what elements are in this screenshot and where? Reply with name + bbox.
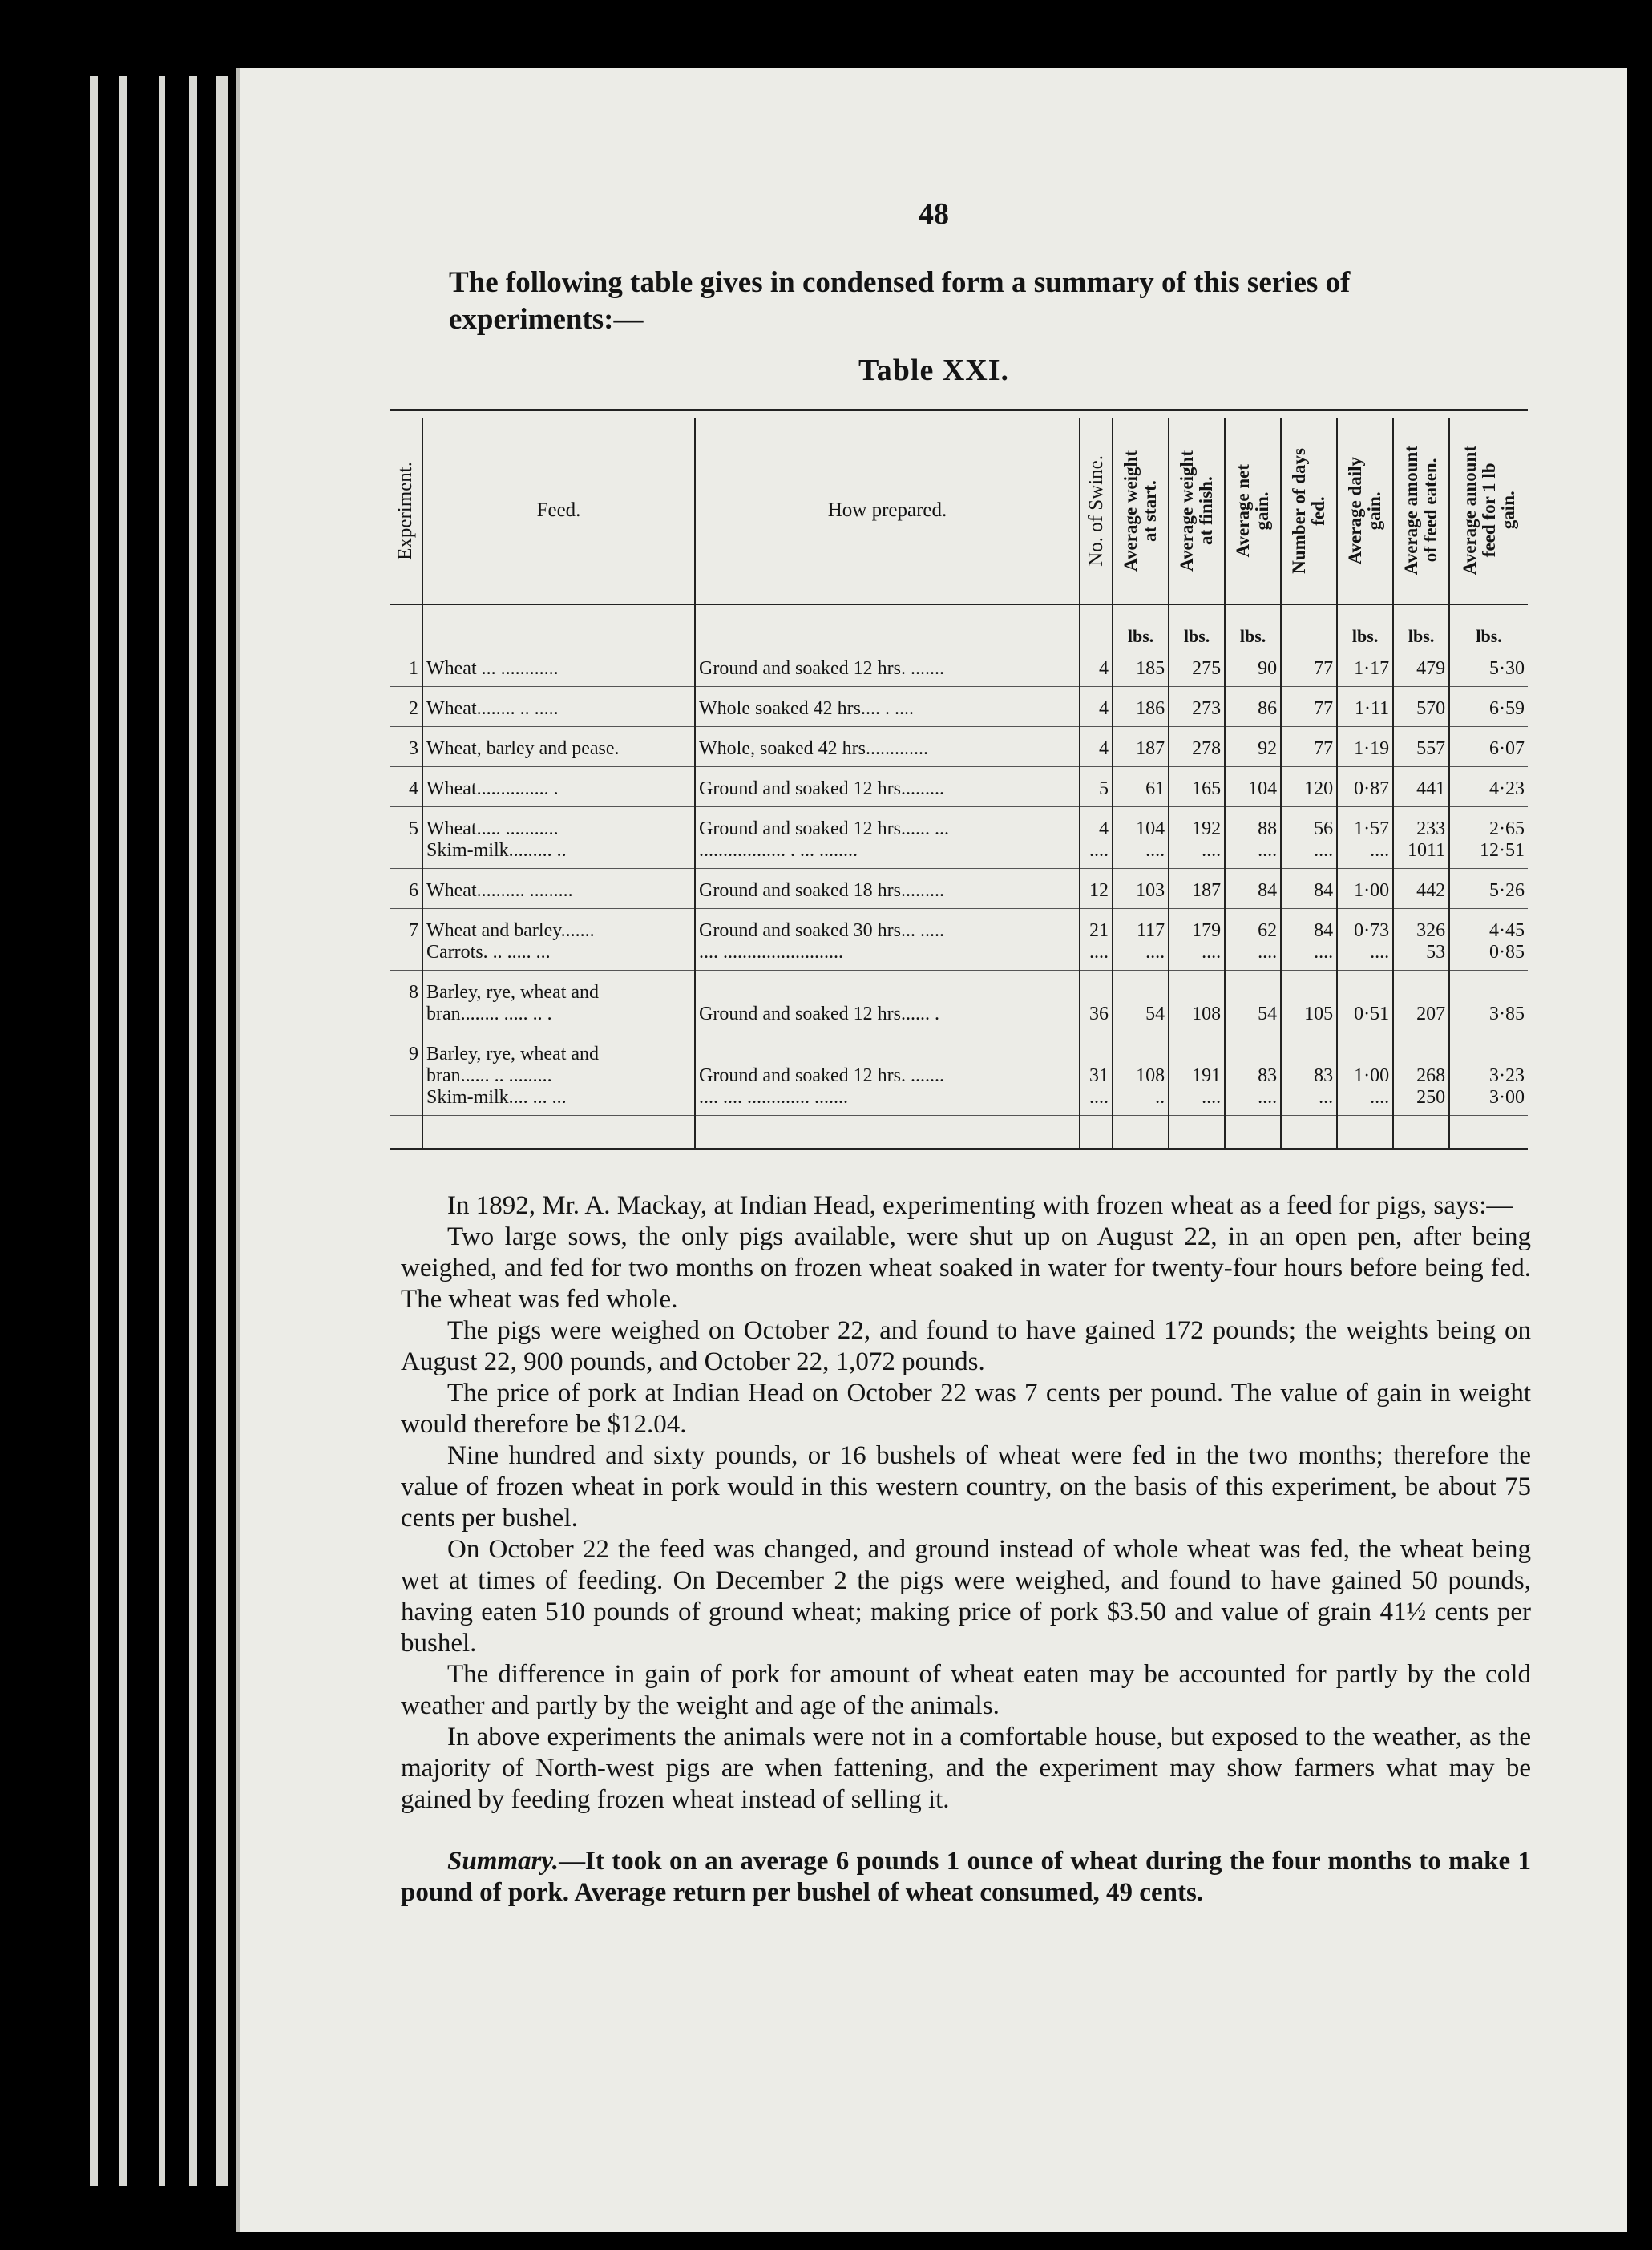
header-avg-start: Average weight at start. <box>1113 418 1169 604</box>
cell-prep: Ground and soaked 12 hrs. ....... <box>695 647 1080 687</box>
paragraph: The price of pork at Indian Head on October 22 was 7 cents per pound. The value of gain in weight would therefore be $12.04. <box>401 1379 1531 1439</box>
cell-feed: Wheat and barley....... Carrots. .. ..... ... <box>422 909 695 971</box>
cell-exp: 5 <box>390 807 422 869</box>
cell-feed: Wheat ... ............ <box>422 647 695 687</box>
cell-prep: Ground and soaked 12 hrs. ....... .... .... ............. ....... <box>695 1032 1080 1116</box>
cell-net: 104 <box>1225 767 1281 807</box>
summary-label: Summary. <box>447 1847 559 1876</box>
table-title-numeral: XXI. <box>942 353 1010 387</box>
data-table <box>390 409 1528 1150</box>
table-row <box>390 647 1528 687</box>
table-row <box>390 909 1528 971</box>
cell-finish: 192 .... <box>1169 807 1225 869</box>
cell-per-lb: 5·26 <box>1449 869 1528 909</box>
cell-swine: 4 .... <box>1080 807 1113 869</box>
cell-finish: 165 <box>1169 767 1225 807</box>
header-no-swine: No. of Swine. <box>1080 418 1113 604</box>
cell-days: 84 <box>1281 869 1337 909</box>
document-page <box>240 68 1627 2232</box>
cell-eaten: 233 1011 <box>1393 807 1449 869</box>
paragraph: Two large sows, the only pigs available, were shut up on August 22, in an open pen, after being weighed, and fed for two months on frozen wheat soaked in water for twenty-four hours before being fed. The wheat was fed whole. <box>401 1222 1531 1314</box>
cell-daily: 1·19 <box>1337 727 1393 767</box>
cell-start: 187 <box>1113 727 1169 767</box>
cell-swine: 21 .... <box>1080 909 1113 971</box>
cell-net: 62 .... <box>1225 909 1281 971</box>
table-row <box>390 869 1528 909</box>
body-text <box>401 1190 1531 1909</box>
page-edge <box>90 76 98 2186</box>
cell-start: 54 <box>1113 971 1169 1032</box>
cell-start: 108 .. <box>1113 1032 1169 1116</box>
page-edge <box>216 76 228 2186</box>
cell-exp: 1 <box>390 647 422 687</box>
table-title-word: Table <box>858 353 935 387</box>
header-feed-per-lb: Average amount feed for 1 lb gain. <box>1449 418 1528 604</box>
cell-feed: Wheat, barley and pease. <box>422 727 695 767</box>
unit-finish: lbs. <box>1169 604 1225 647</box>
cell-days: 105 <box>1281 971 1337 1032</box>
cell-exp: 8 <box>390 971 422 1032</box>
intro-text: The following table gives in condensed form a summary of this series of experiments:— <box>449 266 1351 336</box>
cell-net: 54 <box>1225 971 1281 1032</box>
cell-exp: 7 <box>390 909 422 971</box>
paragraph: In above experiments the animals were not in a comfortable house, but exposed to the weather, as the majority of North-west pigs are when fattening, and the experiment may show farmers what may be gained by feeding frozen wheat instead of selling it. <box>401 1723 1531 1814</box>
header-avg-finish: Average weight at finish. <box>1169 418 1225 604</box>
table-row <box>390 807 1528 869</box>
cell-days: 84 .... <box>1281 909 1337 971</box>
cell-per-lb: 2·65 12·51 <box>1449 807 1528 869</box>
cell-swine: 31 .... <box>1080 1032 1113 1116</box>
cell-finish: 179 .... <box>1169 909 1225 971</box>
cell-start: 117 .... <box>1113 909 1169 971</box>
cell-days: 83 ... <box>1281 1032 1337 1116</box>
cell-per-lb: 4·23 <box>1449 767 1528 807</box>
page-edge <box>119 76 127 2186</box>
cell-daily: 1·00 .... <box>1337 1032 1393 1116</box>
cell-swine: 5 <box>1080 767 1113 807</box>
paragraph: In 1892, Mr. A. Mackay, at Indian Head, experimenting with frozen wheat as a feed for pigs, says:— <box>447 1191 1513 1220</box>
cell-feed: Wheat..... ........... Skim-milk......... .. <box>422 807 695 869</box>
summary <box>401 1846 1531 1909</box>
cell-feed: Barley, rye, wheat and bran...... .. ......... Skim-milk.... ... ... <box>422 1032 695 1116</box>
cell-prep: Ground and soaked 30 hrs... ..... .... ......................... <box>695 909 1080 971</box>
cell-days: 56 .... <box>1281 807 1337 869</box>
paragraph: The pigs were weighed on October 22, and found to have gained 172 pounds; the weights being on August 22, 900 pounds, and October 22, 1,072 pounds. <box>401 1316 1531 1376</box>
unit-eaten: lbs. <box>1393 604 1449 647</box>
cell-feed: Wheat.......... ......... <box>422 869 695 909</box>
cell-exp: 9 <box>390 1032 422 1116</box>
paragraph: The difference in gain of pork for amount of wheat eaten may be accounted for partly by the cold weather and partly by the weight and age of the animals. <box>401 1660 1531 1720</box>
cell-days: 77 <box>1281 647 1337 687</box>
cell-prep: Whole, soaked 42 hrs............. <box>695 727 1080 767</box>
cell-daily: 1·57 .... <box>1337 807 1393 869</box>
table-row <box>390 1032 1528 1116</box>
cell-daily: 1·00 <box>1337 869 1393 909</box>
cell-start: 103 <box>1113 869 1169 909</box>
page-edge <box>159 76 165 2186</box>
cell-daily: 0·73 .... <box>1337 909 1393 971</box>
cell-swine: 12 <box>1080 869 1113 909</box>
cell-net: 92 <box>1225 727 1281 767</box>
cell-net: 88 .... <box>1225 807 1281 869</box>
table-row <box>390 971 1528 1032</box>
header-daily-gain: Average daily gain. <box>1337 418 1393 604</box>
cell-swine: 4 <box>1080 727 1113 767</box>
unit-net: lbs. <box>1225 604 1281 647</box>
header-how-prepared: How prepared. <box>695 418 1080 604</box>
table-title <box>240 353 1627 388</box>
header-feed: Feed. <box>422 418 695 604</box>
cell-swine: 36 <box>1080 971 1113 1032</box>
cell-eaten: 479 <box>1393 647 1449 687</box>
cell-eaten: 557 <box>1393 727 1449 767</box>
unit-daily: lbs. <box>1337 604 1393 647</box>
cell-per-lb: 5·30 <box>1449 647 1528 687</box>
cell-exp: 4 <box>390 767 422 807</box>
cell-net: 84 <box>1225 869 1281 909</box>
table-row <box>390 767 1528 807</box>
cell-per-lb: 4·45 0·85 <box>1449 909 1528 971</box>
cell-swine: 4 <box>1080 647 1113 687</box>
cell-daily: 1·17 <box>1337 647 1393 687</box>
cell-swine: 4 <box>1080 687 1113 727</box>
cell-start: 186 <box>1113 687 1169 727</box>
cell-feed: Wheat........ .. ..... <box>422 687 695 727</box>
cell-exp: 3 <box>390 727 422 767</box>
cell-exp: 2 <box>390 687 422 727</box>
cell-exp: 6 <box>390 869 422 909</box>
cell-start: 185 <box>1113 647 1169 687</box>
cell-finish: 278 <box>1169 727 1225 767</box>
cell-start: 104 .... <box>1113 807 1169 869</box>
cell-finish: 275 <box>1169 647 1225 687</box>
summary-text: —It took on an average 6 pounds 1 ounce of wheat during the four months to make 1 pound of pork. Average return per bushel of wheat consumed, 49 cents. <box>401 1847 1531 1907</box>
page-number: 48 <box>919 197 949 231</box>
cell-feed: Wheat............... . <box>422 767 695 807</box>
cell-daily: 1·11 <box>1337 687 1393 727</box>
cell-finish: 191 .... <box>1169 1032 1225 1116</box>
cell-eaten: 441 <box>1393 767 1449 807</box>
cell-eaten: 570 <box>1393 687 1449 727</box>
cell-days: 120 <box>1281 767 1337 807</box>
unit-per-lb: lbs. <box>1449 604 1528 647</box>
unit-start: lbs. <box>1113 604 1169 647</box>
cell-per-lb: 6·59 <box>1449 687 1528 727</box>
cell-net: 86 <box>1225 687 1281 727</box>
cell-daily: 0·87 <box>1337 767 1393 807</box>
cell-net: 90 <box>1225 647 1281 687</box>
cell-eaten: 326 53 <box>1393 909 1449 971</box>
table-row <box>390 727 1528 767</box>
cell-per-lb: 3·85 <box>1449 971 1528 1032</box>
cell-prep: Ground and soaked 18 hrs......... <box>695 869 1080 909</box>
cell-finish: 108 <box>1169 971 1225 1032</box>
cell-eaten: 207 <box>1393 971 1449 1032</box>
cell-start: 61 <box>1113 767 1169 807</box>
cell-per-lb: 6·07 <box>1449 727 1528 767</box>
cell-eaten: 268 250 <box>1393 1032 1449 1116</box>
cell-eaten: 442 <box>1393 869 1449 909</box>
cell-prep: Ground and soaked 12 hrs......... <box>695 767 1080 807</box>
table-row <box>390 687 1528 727</box>
paragraph: On October 22 the feed was changed, and ground instead of whole wheat was fed, the wheat being wet at times of feeding. On December 2 the pigs were weighed, and found to have gained 50 pounds, having eaten 510 pounds of ground wheat; making price of pork $3.50 and value of grain 41½ cents per bushel. <box>401 1535 1531 1658</box>
cell-days: 77 <box>1281 687 1337 727</box>
cell-finish: 273 <box>1169 687 1225 727</box>
cell-finish: 187 <box>1169 869 1225 909</box>
cell-prep: Ground and soaked 12 hrs...... ... .................. . ... ........ <box>695 807 1080 869</box>
header-days-fed: Number of days fed. <box>1281 418 1337 604</box>
paragraph: Nine hundred and sixty pounds, or 16 bushels of wheat were fed in the two months; therefore the value of frozen wheat in pork would in this western country, on the basis of this experiment, be about 75 cents per bushel. <box>401 1441 1531 1533</box>
cell-prep: Ground and soaked 12 hrs...... . <box>695 971 1080 1032</box>
cell-net: 83 .... <box>1225 1032 1281 1116</box>
cell-days: 77 <box>1281 727 1337 767</box>
header-experiment: Experiment. <box>390 418 422 604</box>
cell-daily: 0·51 <box>1337 971 1393 1032</box>
page-edge <box>189 76 197 2186</box>
cell-per-lb: 3·23 3·00 <box>1449 1032 1528 1116</box>
header-feed-eaten: Average amount of feed eaten. <box>1393 418 1449 604</box>
cell-feed: Barley, rye, wheat and bran........ ..... .. . <box>422 971 695 1032</box>
cell-prep: Whole soaked 42 hrs.... . .... <box>695 687 1080 727</box>
header-avg-net: Average net gain. <box>1225 418 1281 604</box>
